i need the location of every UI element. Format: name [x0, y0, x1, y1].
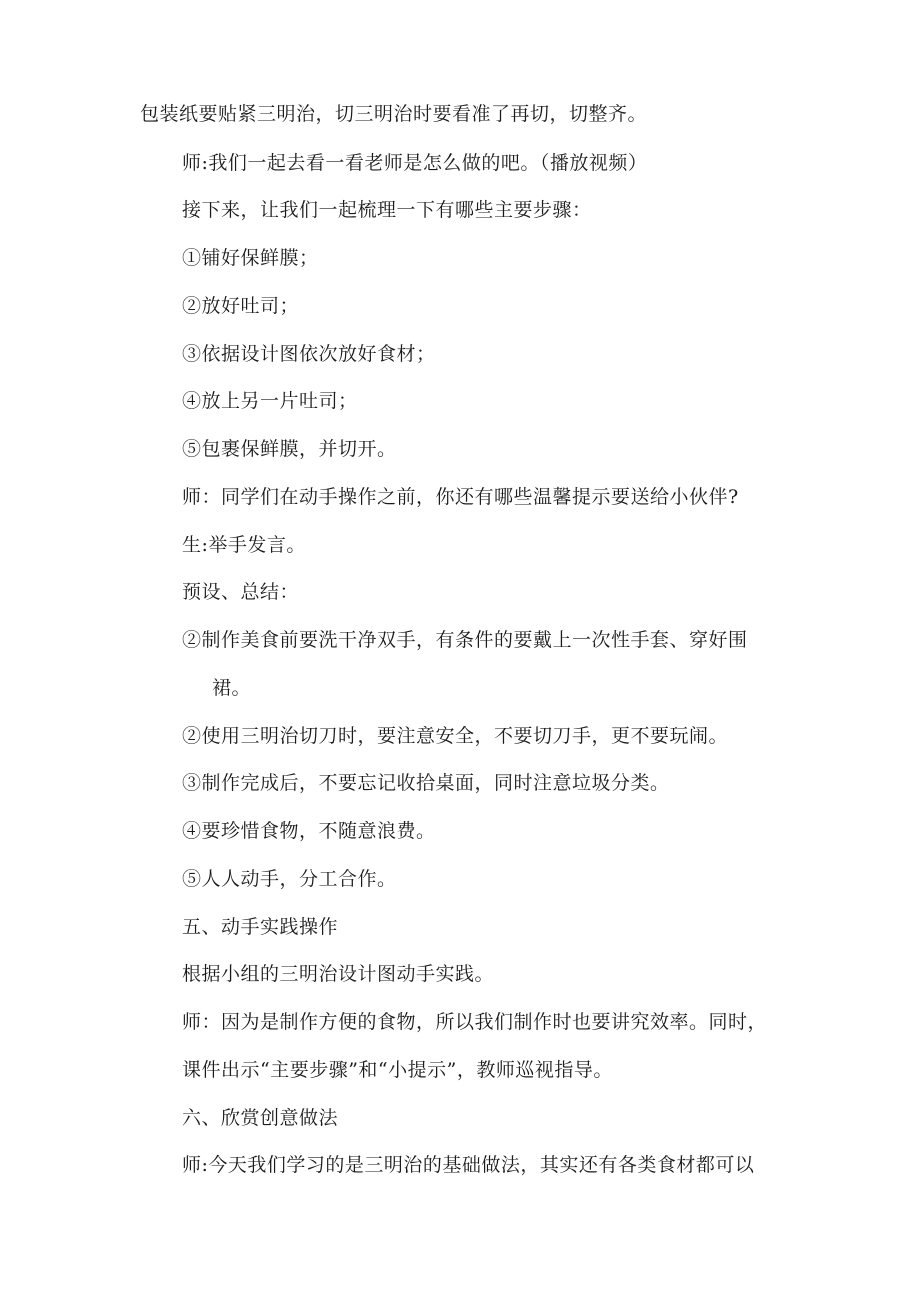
list-item: ⑤人人动手，分工合作。	[182, 868, 397, 890]
paragraph-line: 包装纸要贴紧三明治，切三明治时要看准了再切，切整齐。	[140, 103, 648, 125]
list-item: ⑤包裹保鲜膜，并切开。	[182, 438, 397, 460]
paragraph-line: 预设、总结：	[182, 581, 300, 603]
list-item-continuation: 裙。	[212, 677, 252, 699]
paragraph-line: 师:今天我们学习的是三明治的基础做法，其实还有各类食材都可以	[182, 1154, 755, 1176]
paragraph-line: 生:举手发言。	[182, 534, 306, 556]
section-heading: 六、欣赏创意做法	[182, 1107, 339, 1129]
paragraph-line: 师：同学们在动手操作之前，你还有哪些温馨提示要送给小伙伴?	[182, 486, 739, 508]
list-item: ④要珍惜食物，不随意浪费。	[182, 820, 436, 842]
paragraph-line: 师:我们一起去看一看老师是怎么做的吧。（播放视频）	[182, 152, 648, 174]
section-heading: 五、动手实践操作	[182, 916, 339, 938]
paragraph-line: 接下来，让我们一起梳理一下有哪些主要步骤：	[182, 199, 592, 221]
list-item: ③制作完成后，不要忘记收拾桌面，同时注意垃圾分类。	[182, 772, 670, 794]
list-item: ②放好吐司；	[182, 295, 300, 317]
list-item: ③依据设计图依次放好食材；	[182, 343, 436, 365]
list-item: ②制作美食前要洗干净双手，有条件的要戴上一次性手套、穿好围	[182, 629, 748, 651]
list-item: ②使用三明治切刀时，要注意安全，不要切刀手，更不要玩闹。	[182, 725, 729, 747]
paragraph-line: 根据小组的三明治设计图动手实践。	[182, 963, 495, 985]
paragraph-line: 课件出示“主要步骤”和“小提示”，教师巡视指导。	[182, 1059, 613, 1081]
paragraph-line: 师：因为是制作方便的食物，所以我们制作时也要讲究效率。同时，	[182, 1011, 768, 1033]
list-item: ④放上另一片吐司；	[182, 390, 358, 412]
list-item: ①铺好保鲜膜；	[182, 247, 319, 269]
